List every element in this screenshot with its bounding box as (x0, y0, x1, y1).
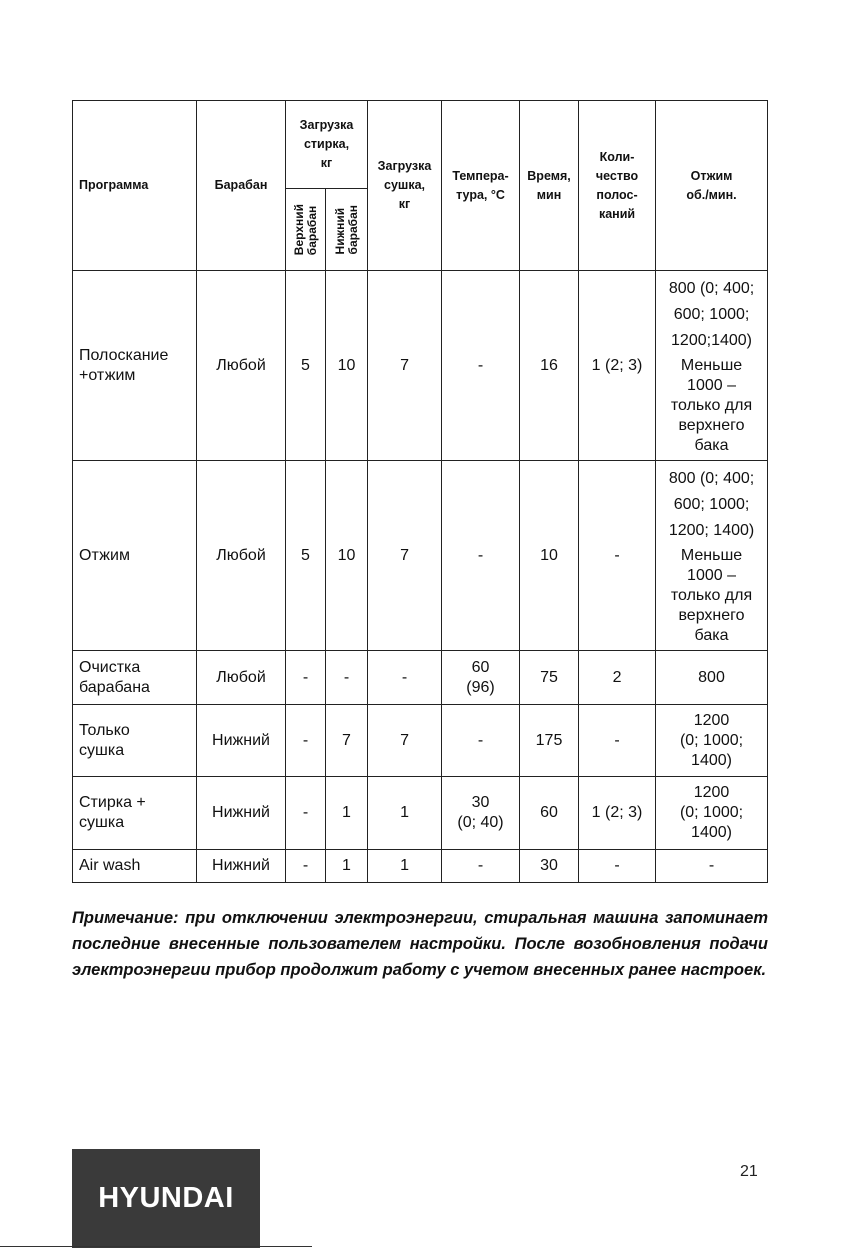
header-upper-drum: Верхний барабан (291, 203, 319, 256)
table-row (73, 850, 768, 883)
cell-upper-load: 5 (286, 271, 326, 461)
table-row (73, 651, 768, 705)
header-lower-drum: Нижний барабан (332, 204, 360, 255)
cell-drum: Любой (197, 651, 286, 705)
cell-temperature: - (442, 461, 520, 651)
cell-temperature: 30 (0; 40) (442, 777, 520, 850)
cell-lower-load: 1 (326, 777, 368, 850)
cell-temperature: - (442, 705, 520, 777)
table-row (73, 777, 768, 850)
cell-spin: 1200 (0; 1000; 1400) (656, 777, 768, 850)
cell-spin (656, 271, 768, 461)
cell-lower-load: - (326, 651, 368, 705)
cell-temperature: 60 (96) (442, 651, 520, 705)
header-time: Время, мин (520, 101, 579, 271)
header-wash-load: Загрузка стирка, кг (286, 101, 368, 189)
note-paragraph (72, 905, 768, 983)
header-spin: Отжим об./мин. (656, 101, 768, 271)
cell-program: Полоскание +отжим (73, 271, 197, 461)
cell-dry-load: 1 (368, 850, 442, 883)
cell-upper-load: - (286, 777, 326, 850)
cell-lower-load: 1 (326, 850, 368, 883)
cell-program: Отжим (73, 461, 197, 651)
cell-rinses: - (579, 461, 656, 651)
cell-upper-load: - (286, 705, 326, 777)
note-label: Примечание: (72, 909, 179, 927)
cell-rinses: - (579, 705, 656, 777)
header-program: Программа (73, 101, 197, 271)
cell-upper-load: - (286, 651, 326, 705)
cell-drum: Любой (197, 461, 286, 651)
header-temperature: Темпера- тура, °С (442, 101, 520, 271)
header-rinses: Коли- чество полос- каний (579, 101, 656, 271)
cell-time: 10 (520, 461, 579, 651)
cell-time: 175 (520, 705, 579, 777)
cell-time: 16 (520, 271, 579, 461)
cell-lower-load: 10 (326, 271, 368, 461)
table-row (73, 705, 768, 777)
cell-dry-load: 7 (368, 271, 442, 461)
header-drum: Барабан (197, 101, 286, 271)
table-row (73, 461, 768, 651)
header-dry-load: Загрузка сушка, кг (368, 101, 442, 271)
cell-rinses: 2 (579, 651, 656, 705)
cell-spin: 800 (656, 651, 768, 705)
cell-spin (656, 461, 768, 651)
cell-dry-load: 7 (368, 705, 442, 777)
cell-drum: Любой (197, 271, 286, 461)
cell-rinses: - (579, 850, 656, 883)
program-table (72, 100, 768, 883)
header-upper-drum-cell (286, 189, 326, 271)
cell-drum: Нижний (197, 705, 286, 777)
cell-spin: 1200 (0; 1000; 1400) (656, 705, 768, 777)
cell-rinses: 1 (2; 3) (579, 271, 656, 461)
cell-dry-load: 1 (368, 777, 442, 850)
cell-upper-load: - (286, 850, 326, 883)
cell-spin: - (656, 850, 768, 883)
cell-dry-load: 7 (368, 461, 442, 651)
bottom-divider (0, 1246, 312, 1247)
cell-lower-load: 7 (326, 705, 368, 777)
cell-dry-load: - (368, 651, 442, 705)
brand-logo: HYUNDAI (72, 1149, 260, 1248)
page-number: 21 (740, 1163, 758, 1180)
spin-values: 800 (0; 400; 600; 1000; 1200; 1400) (668, 469, 755, 539)
spin-note: Меньше 1000 – только для верхнего бака (670, 546, 753, 644)
cell-drum: Нижний (197, 777, 286, 850)
note-text: при отключении электроэнергии, стиральная машина запоминает последние внесенные пользователем настройки. После возобновления подачи электроэнергии прибор продолжит работу с учетом внесенных ранее настроек. (72, 909, 768, 979)
cell-temperature: - (442, 850, 520, 883)
cell-program: Стирка + сушка (73, 777, 197, 850)
cell-time: 30 (520, 850, 579, 883)
cell-program: Air wash (73, 850, 197, 883)
table-row (73, 271, 768, 461)
cell-program: Очистка барабана (73, 651, 197, 705)
cell-temperature: - (442, 271, 520, 461)
cell-upper-load: 5 (286, 461, 326, 651)
spin-note: Меньше 1000 – только для верхнего бака (670, 356, 753, 454)
cell-drum: Нижний (197, 850, 286, 883)
cell-time: 60 (520, 777, 579, 850)
header-lower-drum-cell (326, 189, 368, 271)
cell-program: Только сушка (73, 705, 197, 777)
cell-time: 75 (520, 651, 579, 705)
cell-rinses: 1 (2; 3) (579, 777, 656, 850)
cell-lower-load: 10 (326, 461, 368, 651)
spin-values: 800 (0; 400; 600; 1000; 1200;1400) (668, 279, 755, 349)
